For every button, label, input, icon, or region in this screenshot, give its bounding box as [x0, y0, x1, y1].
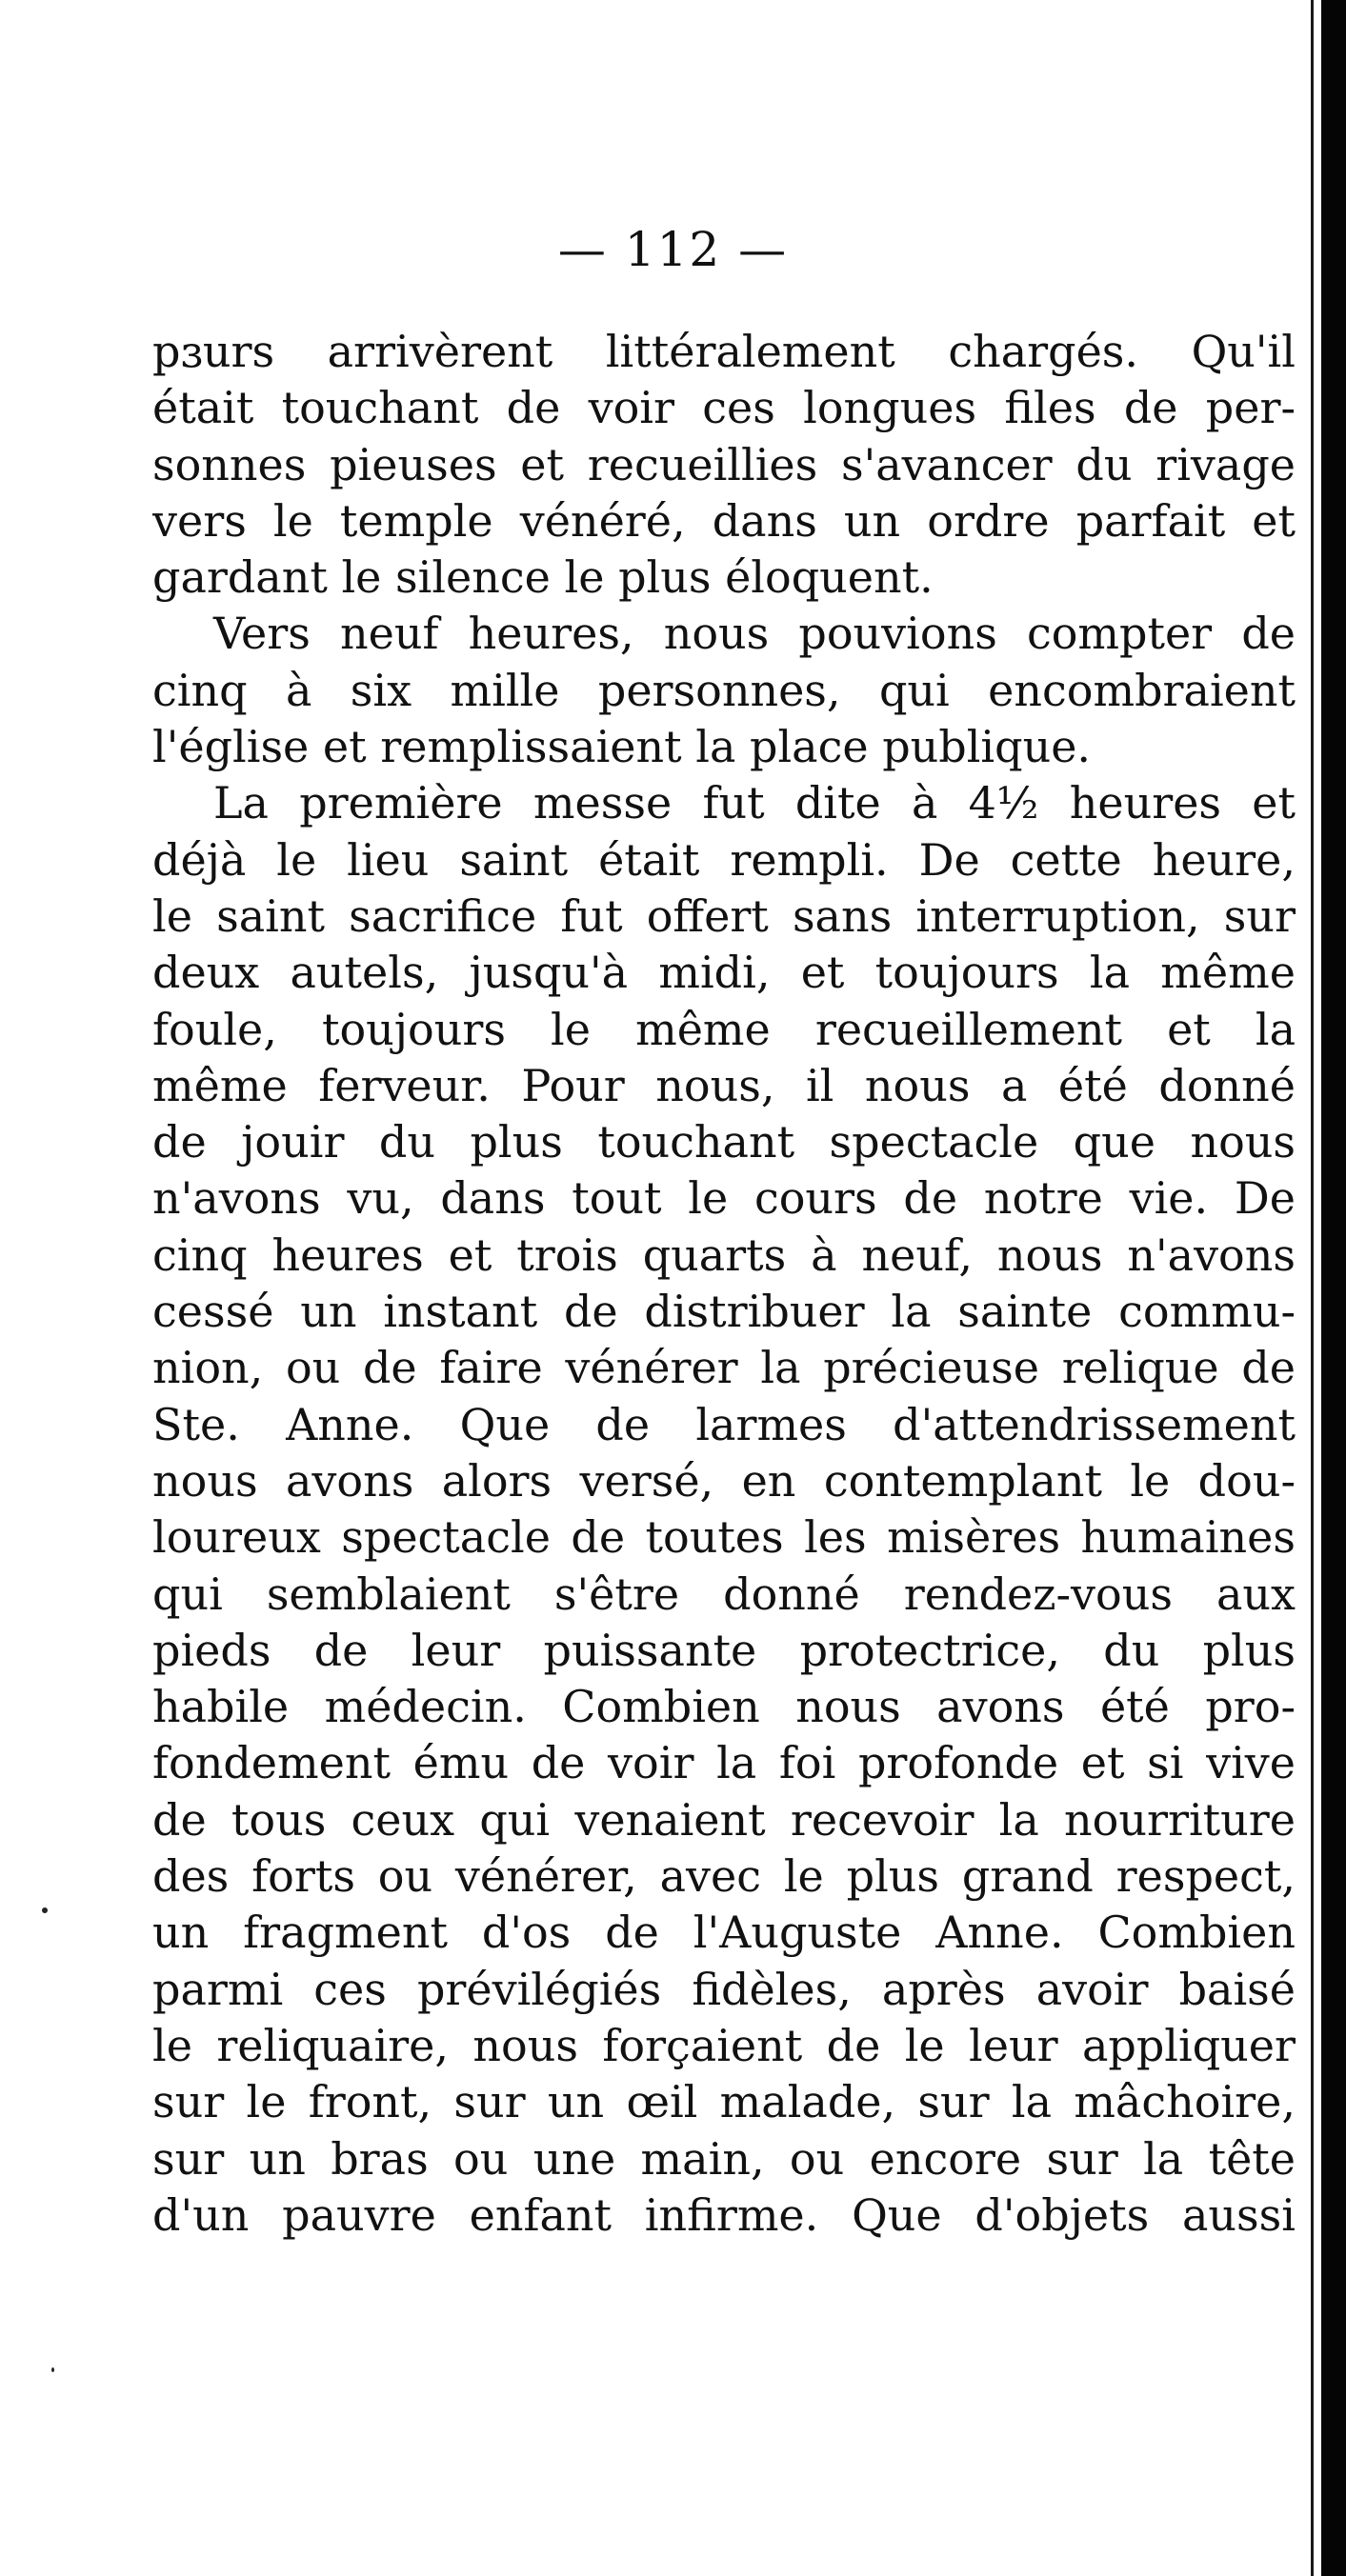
margin-speck	[51, 2367, 54, 2372]
page-number: — 112 —	[557, 222, 789, 277]
spine-shadow-line	[1311, 0, 1314, 2576]
text-line: le saint sacrifice fut offert sans interruption, sur	[152, 889, 1296, 942]
text-line: loureux spectacle de toutes les misères humaines	[152, 1511, 1296, 1564]
text-line: Ste. Anne. Que de larmes d'attendrissement	[152, 1398, 1296, 1450]
text-line: déjà le lieu saint était rempli. De cette heure,	[152, 833, 1296, 886]
text-line: des forts ou vénérer, avec le plus grand respect,	[152, 1850, 1296, 1903]
text-line: le reliquaire, nous forçaient de le leur appliquer	[152, 2019, 1296, 2071]
body-text	[152, 324, 1296, 2244]
text-line: d'un pauvre enfant infirme. Que d'objets aussi	[152, 2188, 1296, 2241]
text-line: vers le temple vénéré, dans un ordre parfait et	[152, 494, 1296, 547]
text-line: était touchant de voir ces longues files de per-	[152, 382, 1296, 434]
text-line: de jouir du plus touchant spectacle que nous	[152, 1116, 1296, 1168]
text-line: l'église et remplissaient la place publique.	[152, 721, 1092, 773]
text-line: de tous ceux qui venaient recevoir la nourriture	[152, 1793, 1296, 1846]
margin-speck	[42, 1907, 48, 1913]
text-line: cinq heures et trois quarts à neuf, nous n'avons	[152, 1228, 1296, 1281]
text-line: sur un bras ou une main, ou encore sur la tête	[152, 2132, 1296, 2185]
text-line: fondement ému de voir la foi profonde et si vive	[152, 1737, 1296, 1789]
text-line: habile médecin. Combien nous avons été pro-	[152, 1681, 1296, 1733]
text-line: nous avons alors versé, en contemplant le dou-	[152, 1454, 1296, 1507]
text-line: qui semblaient s'être donné rendez-vous aux	[152, 1568, 1296, 1620]
text-line: sur le front, sur un œil malade, sur la mâchoire,	[152, 2076, 1296, 2128]
text-line: sonnes pieuses et recueillies s'avancer du rivage	[152, 438, 1296, 490]
text-line: pieds de leur puissante protectrice, du plus	[152, 1624, 1296, 1676]
text-line: parmi ces prévilégiés fidèles, après avoir baisé	[152, 1963, 1296, 2015]
text-line: un fragment d'os de l'Auguste Anne. Combien	[152, 1907, 1296, 1959]
text-line: foule, toujours le même recueillement et la	[152, 1003, 1296, 1055]
spine-shadow	[1321, 0, 1346, 2576]
text-line: deux autels, jusqu'à midi, et toujours la même	[152, 947, 1296, 999]
text-line: même ferveur. Pour nous, il nous a été donné	[152, 1059, 1296, 1111]
text-line: nion, ou de faire vénérer la précieuse relique de	[152, 1342, 1296, 1394]
text-line: gardant le silence le plus éloquent.	[152, 551, 934, 604]
text-line: Vers neuf heures, nous pouvions compter de	[213, 608, 1296, 660]
text-line: n'avons vu, dans tout le cours de notre vie. De	[152, 1172, 1296, 1225]
text-line: pɜurs arrivèrent littéralement chargés. Qu'il	[152, 326, 1296, 377]
text-line: cessé un instant de distribuer la sainte commu-	[152, 1286, 1296, 1338]
text-line: cinq à six mille personnes, qui encombraient	[152, 664, 1296, 716]
text-line: La première messe fut dite à 4½ heures et	[213, 777, 1296, 829]
